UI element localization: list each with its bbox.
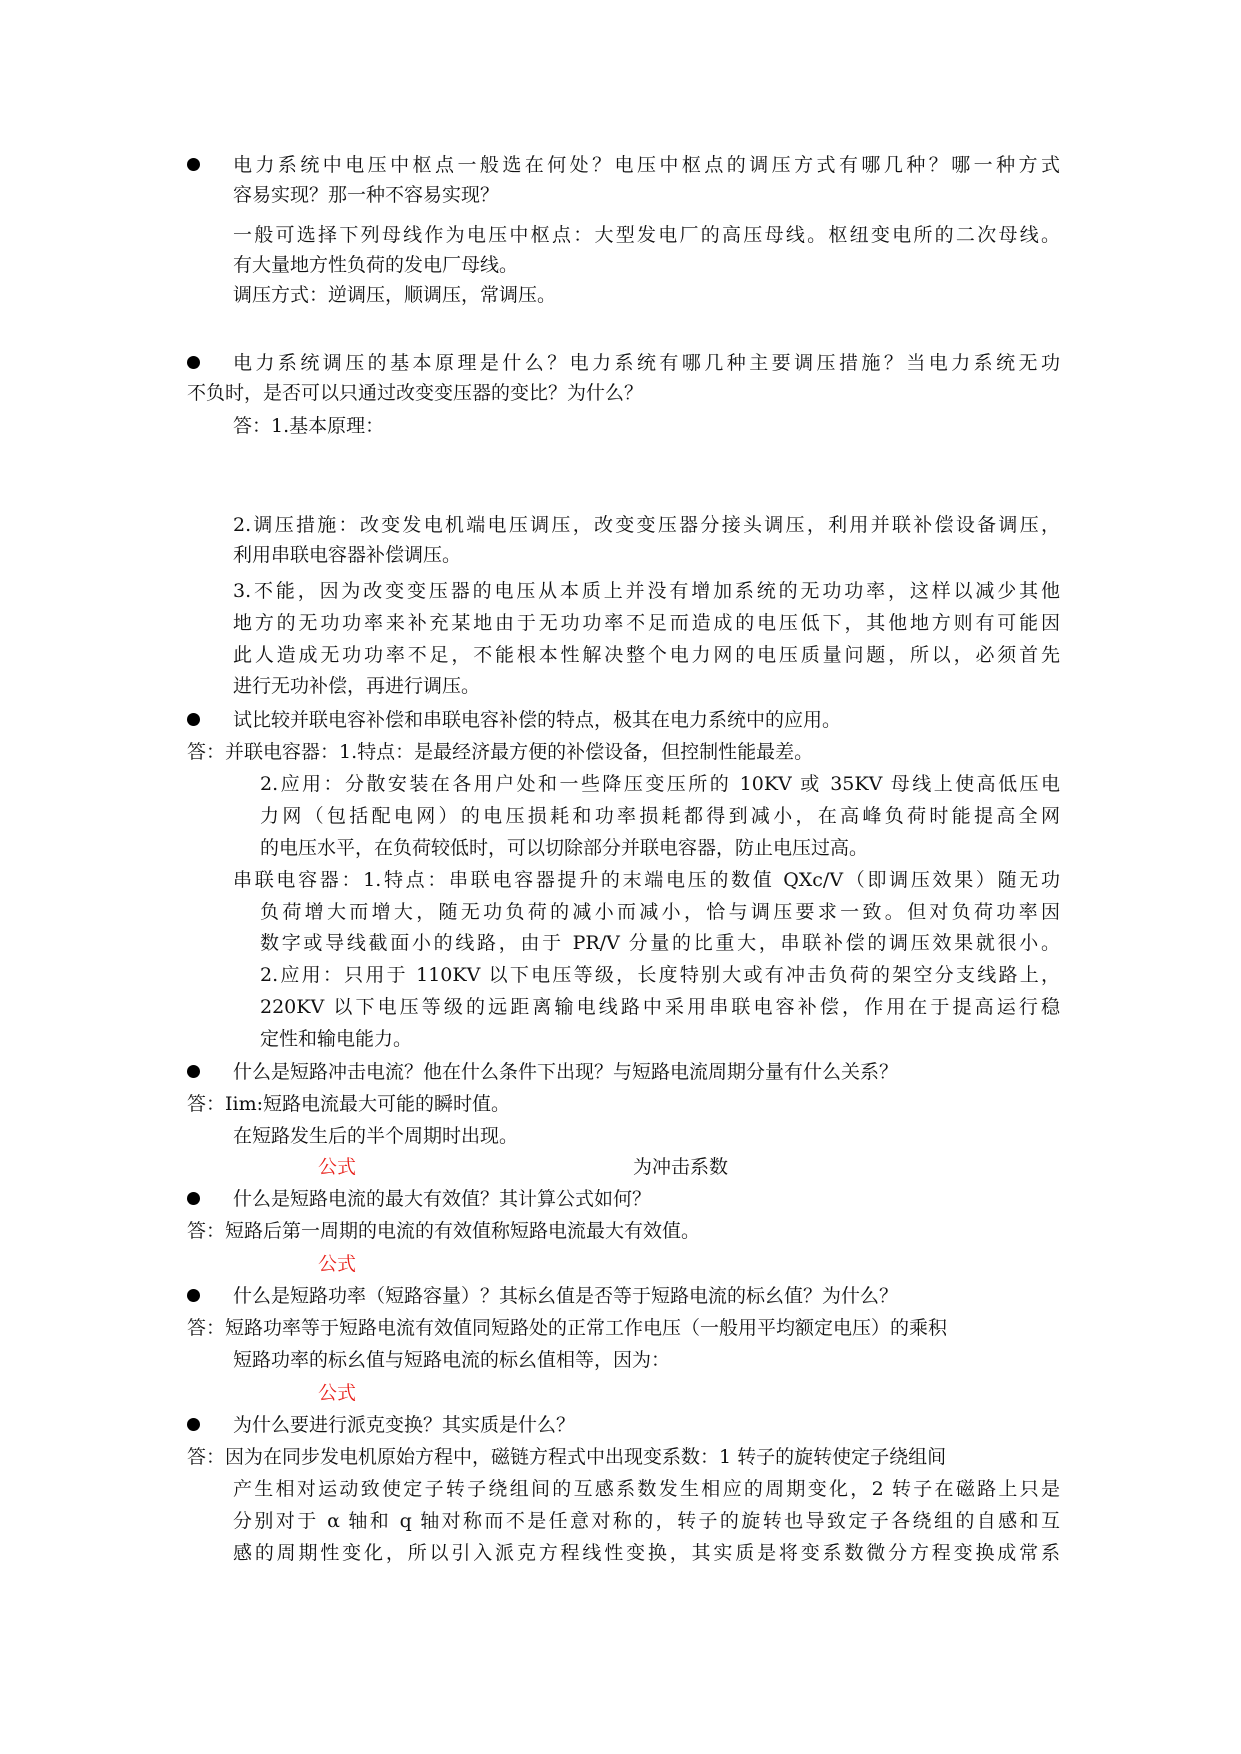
- q1-question-line-2: 容易实现？那一种不容易实现？: [233, 184, 500, 206]
- q4-answer-line-2: 在短路发生后的半个周期时出现。: [233, 1125, 519, 1147]
- bullet-icon: [187, 1065, 200, 1078]
- bullet-icon: [187, 1418, 200, 1431]
- q1-question-line-1: 电力系统中电压中枢点一般选在何处？电压中枢点的调压方式有哪几种？哪一种方式: [233, 154, 1060, 176]
- q2-answer-measures-line-1: 2.调压措施：改变发电机端电压调压，改变变压器分接头调压，利用并联补偿设备调压，: [233, 514, 1060, 536]
- q3-parallel-feature: 答：并联电容器：1.特点：是最经济最方便的补偿设备，但控制性能最差。: [187, 741, 814, 763]
- q3-series-feature-line-2: 负荷增大而增大，随无功负荷的减小而减小，恰与调压要求一致。但对负荷功率因: [260, 901, 1060, 923]
- q3-parallel-app-line-1: 2.应用：分散安装在各用户处和一些降压变压所的 10KV 或 35KV 母线上使高低压电: [260, 773, 1060, 795]
- q4-formula-note: 为冲击系数: [633, 1156, 729, 1178]
- q2-answer-reason-line-4: 进行无功补偿，再进行调压。: [233, 675, 481, 697]
- bullet-icon: [187, 1192, 200, 1205]
- bullet-icon: [187, 713, 200, 726]
- q6-question: 什么是短路功率（短路容量）？其标幺值是否等于短路电流的标幺值？为什么？: [233, 1285, 899, 1307]
- q5-question: 什么是短路电流的最大有效值？其计算公式如何？: [233, 1188, 652, 1210]
- q7-answer-line-2: 产生相对运动致使定子转子绕组间的互感系数发生相应的周期变化，2 转子在磁路上只是: [233, 1478, 1060, 1500]
- bullet-icon: [187, 158, 200, 171]
- q3-series-app-line-1: 2.应用：只用于 110KV 以下电压等级，长度特别大或有冲击负荷的架空分支线路上，: [260, 964, 1060, 986]
- bullet-icon: [187, 1289, 200, 1302]
- q5-answer: 答：短路后第一周期的电流的有效值称短路电流最大有效值。: [187, 1220, 701, 1242]
- q2-answer-reason-line-3: 此人造成无功功率不足，不能根本性解决整个电力网的电压质量问题，所以，必须首先: [233, 644, 1060, 666]
- q4-question: 什么是短路冲击电流？他在什么条件下出现？与短路电流周期分量有什么关系？: [233, 1061, 899, 1083]
- q6-answer-line-2: 短路功率的标幺值与短路电流的标幺值相等，因为：: [233, 1349, 671, 1371]
- q4-formula-placeholder: 公式: [318, 1156, 357, 1178]
- q3-series-feature-line-1: 串联电容器：1.特点：串联电容器提升的末端电压的数值 QXc/V（即调压效果）随无功: [233, 869, 1060, 891]
- q2-question-line-2: 不负时，是否可以只通过改变变压器的变比？为什么？: [187, 382, 644, 404]
- q5-formula-placeholder: 公式: [318, 1253, 357, 1275]
- q3-question: 试比较并联电容补偿和串联电容补偿的特点，极其在电力系统中的应用。: [233, 709, 842, 731]
- q2-answer-reason-line-1: 3.不能，因为改变变压器的电压从本质上并没有增加系统的无功功率，这样以减少其他: [233, 580, 1060, 602]
- bullet-icon: [187, 356, 200, 369]
- q4-answer-line-1: 答：Iim:短路电流最大可能的瞬时值。: [187, 1093, 511, 1115]
- q2-answer-principle: 答：1.基本原理：: [233, 415, 385, 437]
- q3-series-feature-line-3: 数字或导线截面小的线路，由于 PR/V 分量的比重大，串联补偿的调压效果就很小。: [260, 932, 1060, 954]
- q2-answer-measures-line-2: 利用串联电容器补偿调压。: [233, 544, 462, 566]
- q7-answer-line-3: 分别对于 α 轴和 q 轴对称而不是任意对称的，转子的旋转也导致定子各绕组的自感和互: [233, 1510, 1060, 1532]
- q3-series-app-line-2: 220KV 以下电压等级的远距离输电线路中采用串联电容补偿，作用在于提高运行稳: [260, 996, 1060, 1018]
- q7-question: 为什么要进行派克变换？其实质是什么？: [233, 1414, 576, 1436]
- q2-answer-reason-line-2: 地方的无功功率来补充某地由于无功功率不足而造成的电压低下，其他地方则有可能因: [233, 612, 1060, 634]
- q1-answer-line-3: 调压方式：逆调压，顺调压，常调压。: [233, 284, 557, 306]
- q3-series-app-line-3: 定性和输电能力。: [260, 1028, 413, 1050]
- q2-question-line-1: 电力系统调压的基本原理是什么？电力系统有哪几种主要调压措施？当电力系统无功: [233, 352, 1060, 374]
- q3-parallel-app-line-3: 的电压水平，在负荷较低时，可以切除部分并联电容器，防止电压过高。: [260, 837, 869, 859]
- q6-formula-placeholder: 公式: [318, 1382, 357, 1404]
- q7-answer-line-4: 感的周期性变化，所以引入派克方程线性变换，其实质是将变系数微分方程变换成常系: [233, 1542, 1060, 1564]
- q6-answer-line-1: 答：短路功率等于短路电流有效值同短路处的正常工作电压（一般用平均额定电压）的乘积: [187, 1317, 948, 1339]
- q1-answer-line-2: 有大量地方性负荷的发电厂母线。: [233, 254, 519, 276]
- q1-answer-line-1: 一般可选择下列母线作为电压中枢点：大型发电厂的高压母线。枢纽变电所的二次母线。: [233, 224, 1060, 246]
- q7-answer-line-1: 答：因为在同步发电机原始方程中，磁链方程式中出现变系数：1 转子的旋转使定子绕组间: [187, 1446, 947, 1468]
- q3-parallel-app-line-2: 力网（包括配电网）的电压损耗和功率损耗都得到减小，在高峰负荷时能提高全网: [260, 805, 1060, 827]
